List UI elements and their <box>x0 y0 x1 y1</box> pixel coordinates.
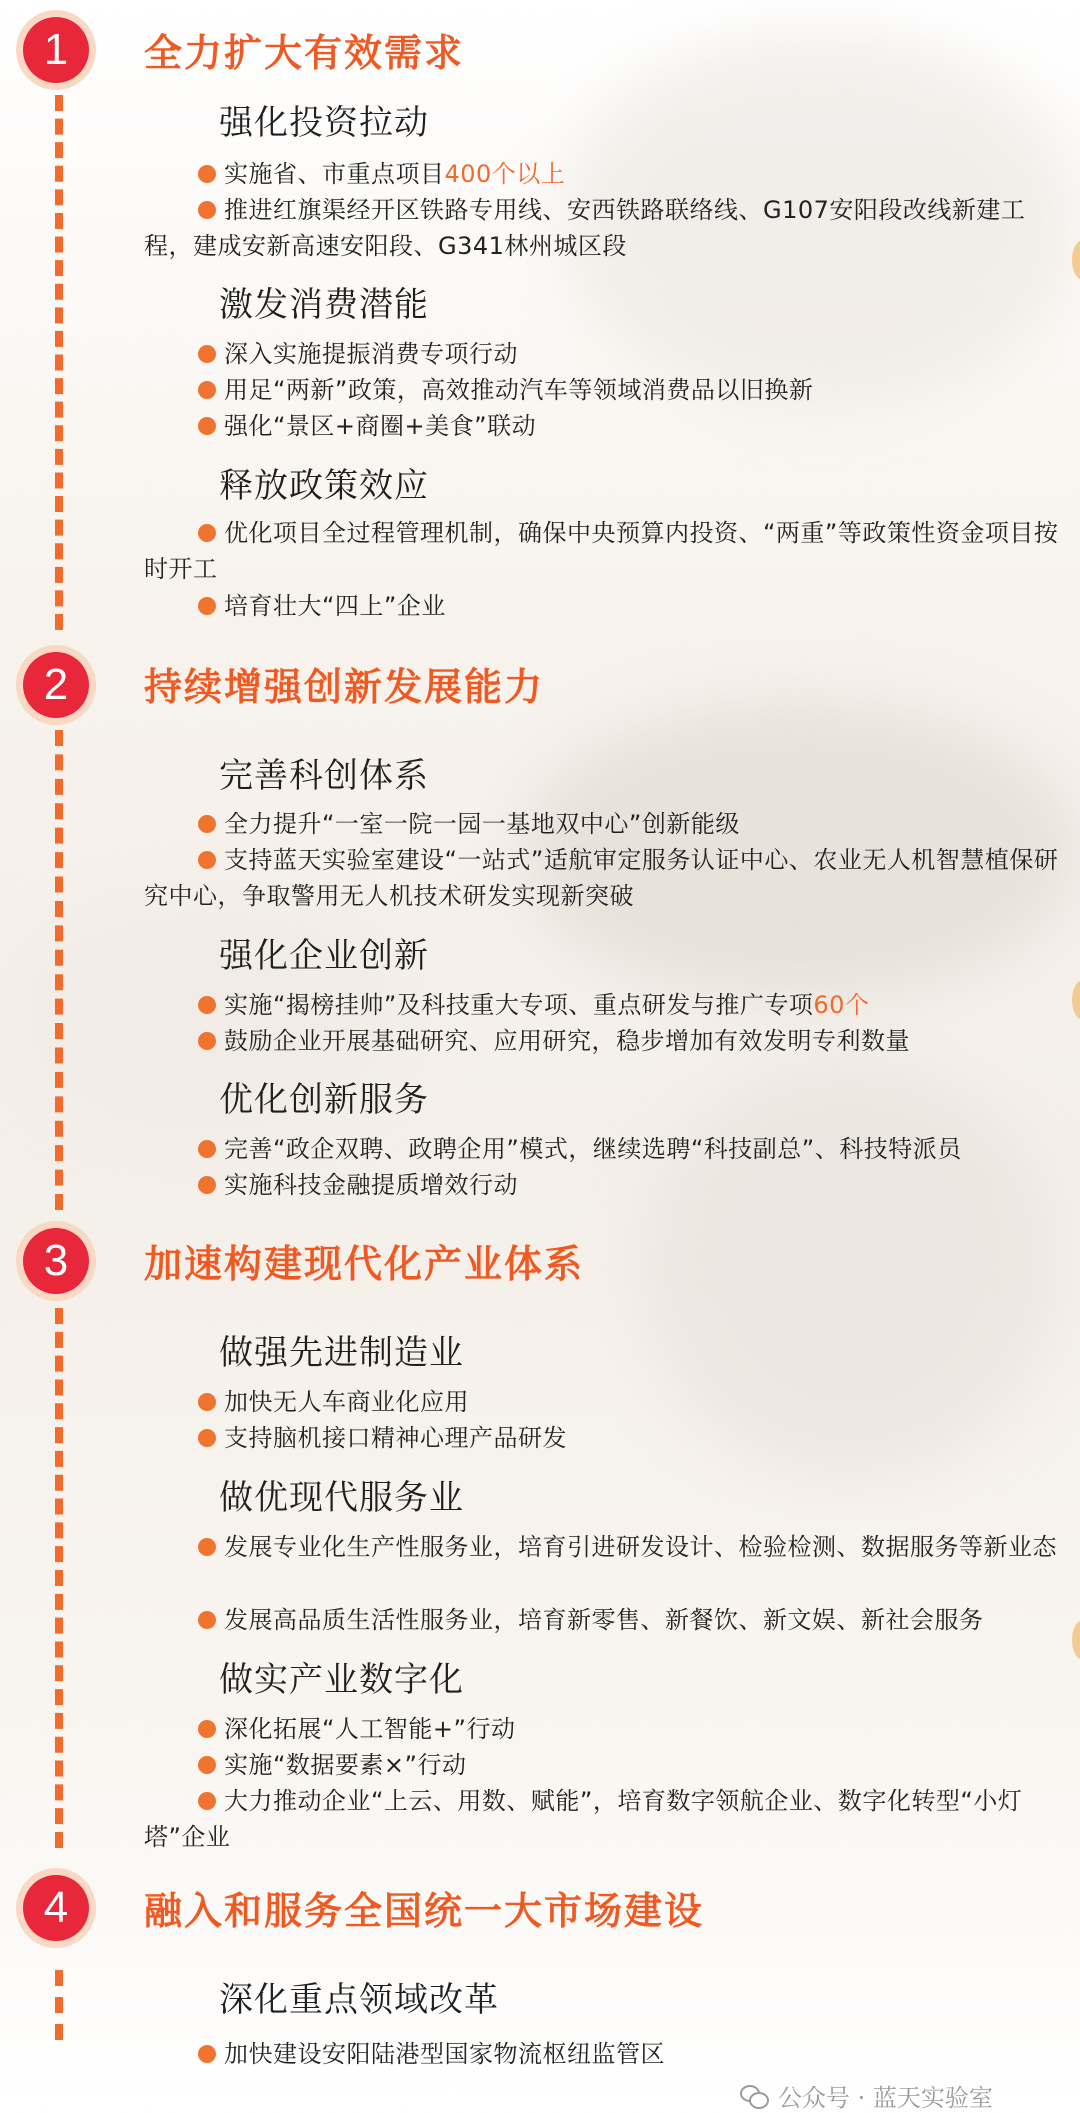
bullet-icon <box>198 381 216 399</box>
section-title: 融入和服务全国统一大市场建设 <box>144 1888 705 1933</box>
bullet-icon <box>198 1176 216 1194</box>
bullet-icon <box>198 1538 216 1556</box>
section-number-badge <box>16 1868 96 1948</box>
bullet-icon <box>198 2045 216 2063</box>
list-item: 实施科技金融提质增效行动 <box>144 1167 1080 1203</box>
list-item: 实施省、市重点项目400个以上 <box>144 156 1080 192</box>
bullet-icon <box>198 996 216 1014</box>
list-item: 支持蓝天实验室建设“一站式”适航审定服务认证中心、农业无人机智慧植保研究中心，争取警用无人机技术研发实现新突破 <box>144 846 1059 910</box>
bullet-icon <box>198 417 216 435</box>
section-number: 2 <box>23 652 89 718</box>
list-item: 大力推动企业“上云、用数、赋能”，培育数字领航企业、数字化转型“小灯塔”企业 <box>144 1787 1023 1851</box>
list-item: 支持脑机接口精神心理产品研发 <box>144 1420 1080 1456</box>
subsection-heading: 做实产业数字化 <box>219 1660 464 1700</box>
list-item: 优化项目全过程管理机制，确保中央预算内投资、“两重”等政策性资金项目按时开工 <box>144 519 1059 583</box>
timeline-line <box>55 730 63 1210</box>
list-item: 实施“数据要素×”行动 <box>144 1747 1080 1783</box>
watermark-text: 公众号 · 蓝天实验室 <box>778 2084 993 2112</box>
section-number-badge <box>16 10 96 90</box>
bullet-icon <box>198 815 216 833</box>
bullet-icon <box>198 1429 216 1447</box>
bullet-icon <box>198 1792 216 1810</box>
list-item: 鼓励企业开展基础研究、应用研究，稳步增加有效发明专利数量 <box>144 1023 1080 1059</box>
list-item: 发展高品质生活性服务业，培育新零售、新餐饮、新文娱、新社会服务 <box>144 1602 1080 1638</box>
section-number: 1 <box>23 17 89 83</box>
list-item: 强化“景区+商圈+美食”联动 <box>144 408 1080 444</box>
highlight-value: 60个 <box>813 991 870 1019</box>
section-title: 全力扩大有效需求 <box>144 30 465 75</box>
list-item: 加快建设安阳陆港型国家物流枢纽监管区 <box>144 2036 1080 2072</box>
bullet-icon <box>198 597 216 615</box>
subsection-heading: 强化投资拉动 <box>219 103 429 143</box>
bullet-icon <box>198 1756 216 1774</box>
bullet-icon <box>198 1720 216 1738</box>
account-watermark <box>740 2078 993 2113</box>
list-item: 培育壮大“四上”企业 <box>144 588 1080 624</box>
subsection-heading: 做优现代服务业 <box>219 1478 464 1518</box>
bullet-icon <box>198 1140 216 1158</box>
list-item: 全力提升“一室一院一园一基地双中心”创新能级 <box>144 806 1080 842</box>
bullet-icon <box>198 201 216 219</box>
bullet-icon <box>198 1032 216 1050</box>
section-number: 3 <box>23 1228 89 1294</box>
subsection-heading: 强化企业创新 <box>219 936 429 976</box>
subsection-heading: 激发消费潜能 <box>219 285 429 325</box>
subsection-heading: 做强先进制造业 <box>219 1333 464 1373</box>
bullet-icon <box>198 851 216 869</box>
list-item: 完善“政企双聘、政聘企用”模式，继续选聘“科技副总”、科技特派员 <box>144 1131 1080 1167</box>
list-item: 加快无人车商业化应用 <box>144 1384 1080 1420</box>
bullet-icon <box>198 345 216 363</box>
list-item: 实施“揭榜挂帅”及科技重大专项、重点研发与推广专项60个 <box>144 987 1080 1023</box>
bullet-icon <box>198 1393 216 1411</box>
list-item: 推进红旗渠经开区铁路专用线、安西铁路联络线、G107安阳段改线新建工程，建成安新高速安阳段、G341林州城区段 <box>144 196 1026 260</box>
timeline-line <box>55 95 63 630</box>
timeline-line <box>55 1308 63 1848</box>
subsection-heading: 完善科创体系 <box>219 756 429 796</box>
section-title: 加速构建现代化产业体系 <box>144 1241 585 1286</box>
timeline-line <box>55 1970 63 2040</box>
bullet-icon <box>198 1611 216 1629</box>
section-number-badge <box>16 1221 96 1301</box>
wechat-icon <box>740 2083 770 2109</box>
list-item: 发展专业化生产性服务业，培育引进研发设计、检验检测、数据服务等新业态 <box>144 1529 1064 1565</box>
bullet-icon <box>198 524 216 542</box>
list-item: 用足“两新”政策，高效推动汽车等领域消费品以旧换新 <box>144 372 1080 408</box>
subsection-heading: 优化创新服务 <box>219 1080 429 1120</box>
list-item: 深化拓展“人工智能+”行动 <box>144 1711 1080 1747</box>
bullet-icon <box>198 165 216 183</box>
section-number: 4 <box>23 1875 89 1941</box>
subsection-heading: 深化重点领域改革 <box>219 1980 499 2020</box>
section-number-badge <box>16 645 96 725</box>
section-title: 持续增强创新发展能力 <box>144 664 545 709</box>
subsection-heading: 释放政策效应 <box>219 466 429 506</box>
list-item: 深入实施提振消费专项行动 <box>144 336 1080 372</box>
highlight-value: 400个以上 <box>444 160 566 188</box>
